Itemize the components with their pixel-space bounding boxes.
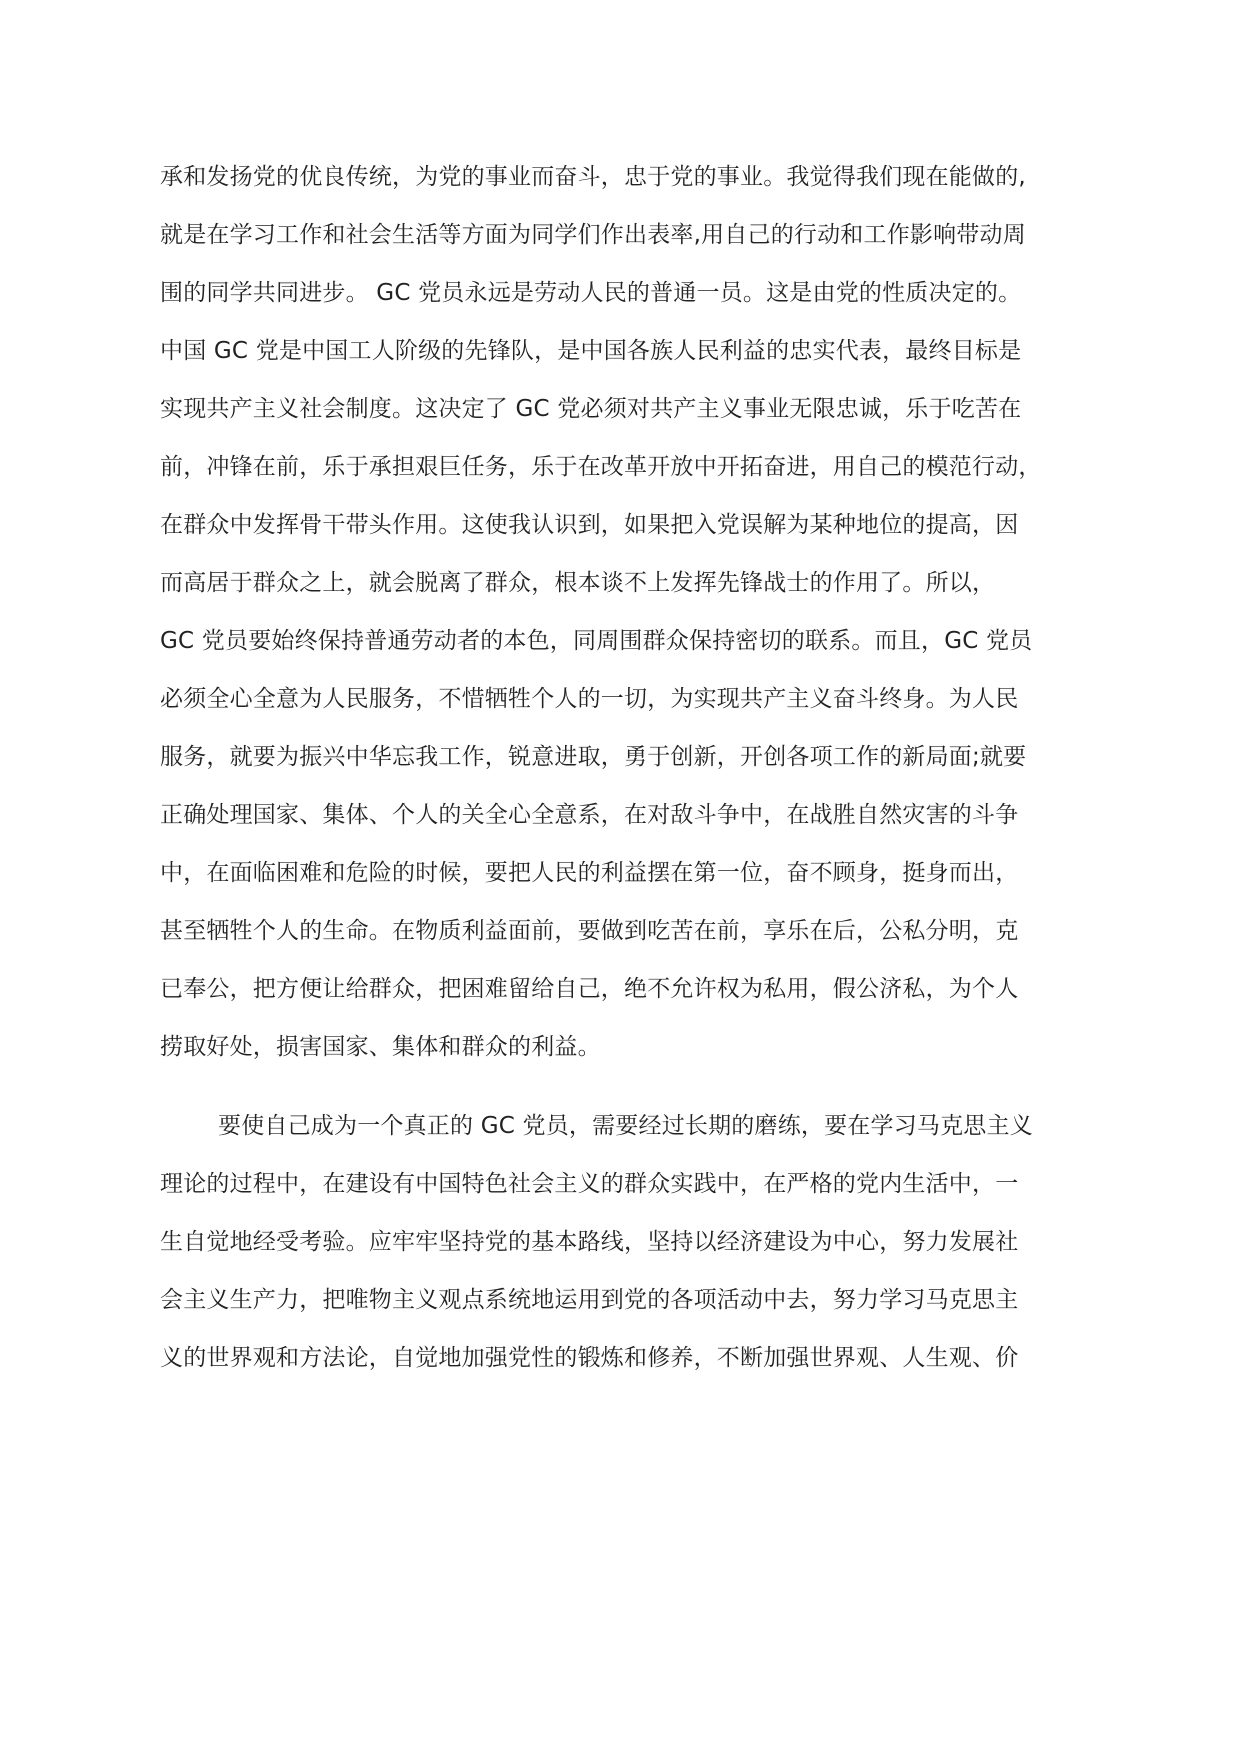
text-line: 义的世界观和方法论，自觉地加强党性的锻炼和修养，不断加强世界观、人生观、价 [160, 1345, 1019, 1371]
text-line: 服务，就要为振兴中华忘我工作，锐意进取，勇于创新，开创各项工作的新局面;就要 [160, 744, 1027, 770]
text-line: 中，在面临困难和危险的时候，要把人民的利益摆在第一位，奋不顾身，挺身而出， [160, 860, 1019, 886]
text-line: 要使自己成为一个真正的 GC 党员，需要经过长期的磨练，要在学习马克思主义 [218, 1113, 1033, 1139]
text-line: 必须全心全意为人民服务，不惜牺牲个人的一切，为实现共产主义奋斗终身。为人民 [160, 686, 1019, 712]
text-line: 而高居于群众之上，就会脱离了群众，根本谈不上发挥先锋战士的作用了。所以， [160, 570, 996, 596]
text-line: GC 党员要始终保持普通劳动者的本色，同周围群众保持密切的联系。而且，GC 党员 [160, 628, 1033, 654]
text-line: 正确处理国家、集体、个人的关全心全意系，在对敌斗争中，在战胜自然灾害的斗争 [160, 802, 1019, 828]
text-line: 会主义生产力，把唯物主义观点系统地运用到党的各项活动中去，努力学习马克思主 [160, 1287, 1019, 1313]
text-line: 就是在学习工作和社会生活等方面为同学们作出表率,用自己的行动和工作影响带动周 [160, 222, 1026, 248]
text-line: 前，冲锋在前，乐于承担艰巨任务，乐于在改革开放中开拓奋进，用自己的模范行动， [160, 454, 1042, 480]
text-line: 实现共产主义社会制度。这决定了 GC 党必须对共产主义事业无限忠诚，乐于吃苦在 [160, 396, 1022, 422]
text-line: 已奉公，把方便让给群众，把困难留给自己，绝不允许权为私用，假公济私，为个人 [160, 976, 1019, 1002]
text-line: 理论的过程中，在建设有中国特色社会主义的群众实践中，在严格的党内生活中，一 [160, 1171, 1019, 1197]
text-line: 生自觉地经受考验。应牢牢坚持党的基本路线，坚持以经济建设为中心，努力发展社 [160, 1229, 1019, 1255]
text-line: 中国 GC 党是中国工人阶级的先锋队，是中国各族人民利益的忠实代表，最终目标是 [160, 338, 1022, 364]
text-line: 围的同学共同进步。 GC 党员永远是劳动人民的普通一员。这是由党的性质决定的。 [160, 280, 1022, 306]
text-line: 在群众中发挥骨干带头作用。这使我认识到，如果把入党误解为某种地位的提高，因 [160, 512, 1019, 538]
text-line: 甚至牺牲个人的生命。在物质利益面前，要做到吃苦在前，享乐在后，公私分明，克 [160, 918, 1019, 944]
text-line: 捞取好处，损害国家、集体和群众的利益。 [160, 1034, 601, 1060]
text-line: 承和发扬党的优良传统，为党的事业而奋斗，忠于党的事业。我觉得我们现在能做的, [160, 164, 1026, 190]
